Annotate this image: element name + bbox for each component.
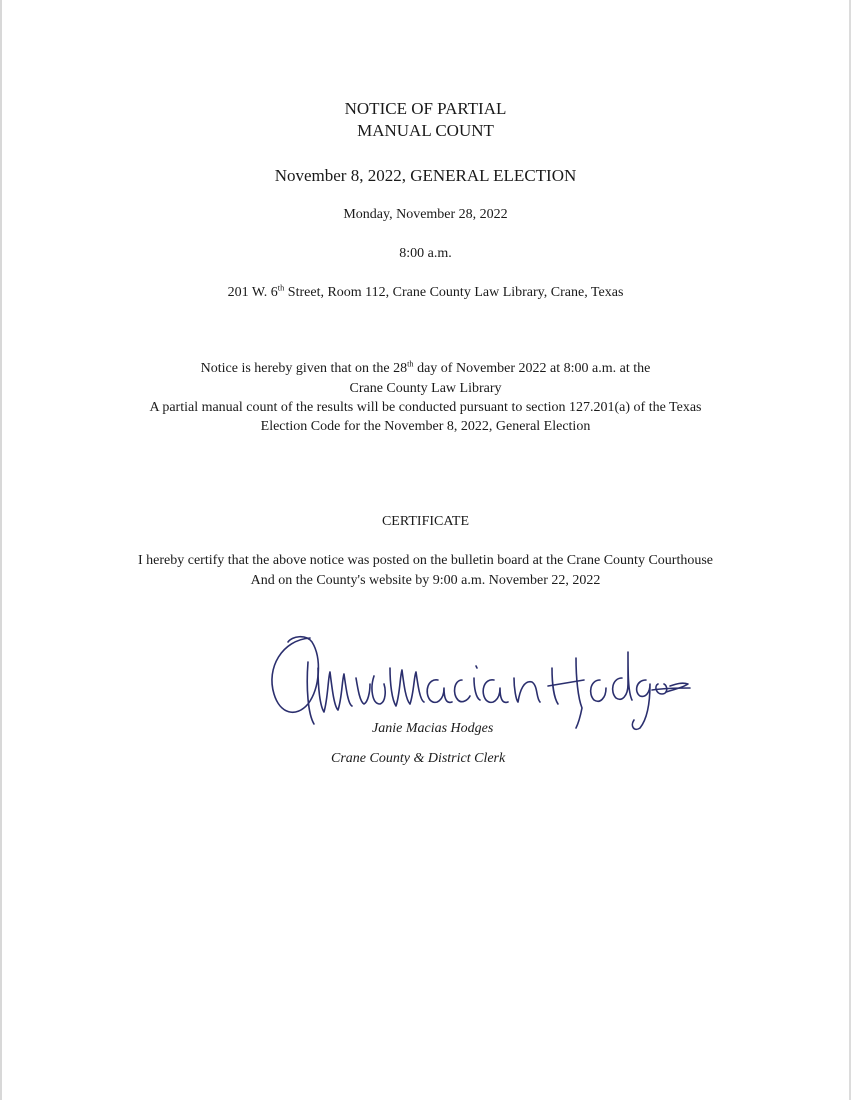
notice-body-line1	[0, 361, 851, 377]
certificate-line1: I hereby certify that the above notice was posted on the bulletin board at the Crane County Courthouse	[137, 553, 713, 568]
notice-body-line4: Election Code for the November 8, 2022, General Election	[260, 419, 591, 434]
address-prefix: 201 W. 6	[227, 285, 278, 300]
certificate-line2: And on the County's website by 9:00 a.m. November 22, 2022	[250, 573, 601, 588]
signer-title: Crane County & District Clerk	[331, 751, 506, 766]
count-time: 8:00 a.m.	[399, 246, 452, 261]
scan-edge-left	[0, 0, 2, 1100]
address-sup: th	[277, 283, 285, 293]
signer-name: Janie Macias Hodges	[372, 721, 494, 736]
election-heading: November 8, 2022, GENERAL ELECTION	[274, 166, 577, 185]
address-suffix: Street, Room 112, Crane County Law Library, Crane, Texas	[284, 285, 624, 300]
notice-title-line1: NOTICE OF PARTIAL	[344, 99, 507, 118]
notice-body-line2: Crane County Law Library	[349, 381, 502, 396]
count-date: Monday, November 28, 2022	[343, 207, 508, 222]
body-line1-suffix: day of November 2022 at 8:00 a.m. at the	[413, 361, 651, 376]
notice-title-line2: MANUAL COUNT	[357, 121, 494, 140]
body-line1-prefix: Notice is hereby given that on the 28	[200, 361, 408, 376]
body-line1-sup: th	[407, 359, 414, 369]
certificate-heading: CERTIFICATE	[381, 514, 470, 529]
notice-body-line3: A partial manual count of the results will be conducted pursuant to section 127.201(a) of the Texas	[149, 400, 702, 415]
count-address	[0, 285, 851, 301]
